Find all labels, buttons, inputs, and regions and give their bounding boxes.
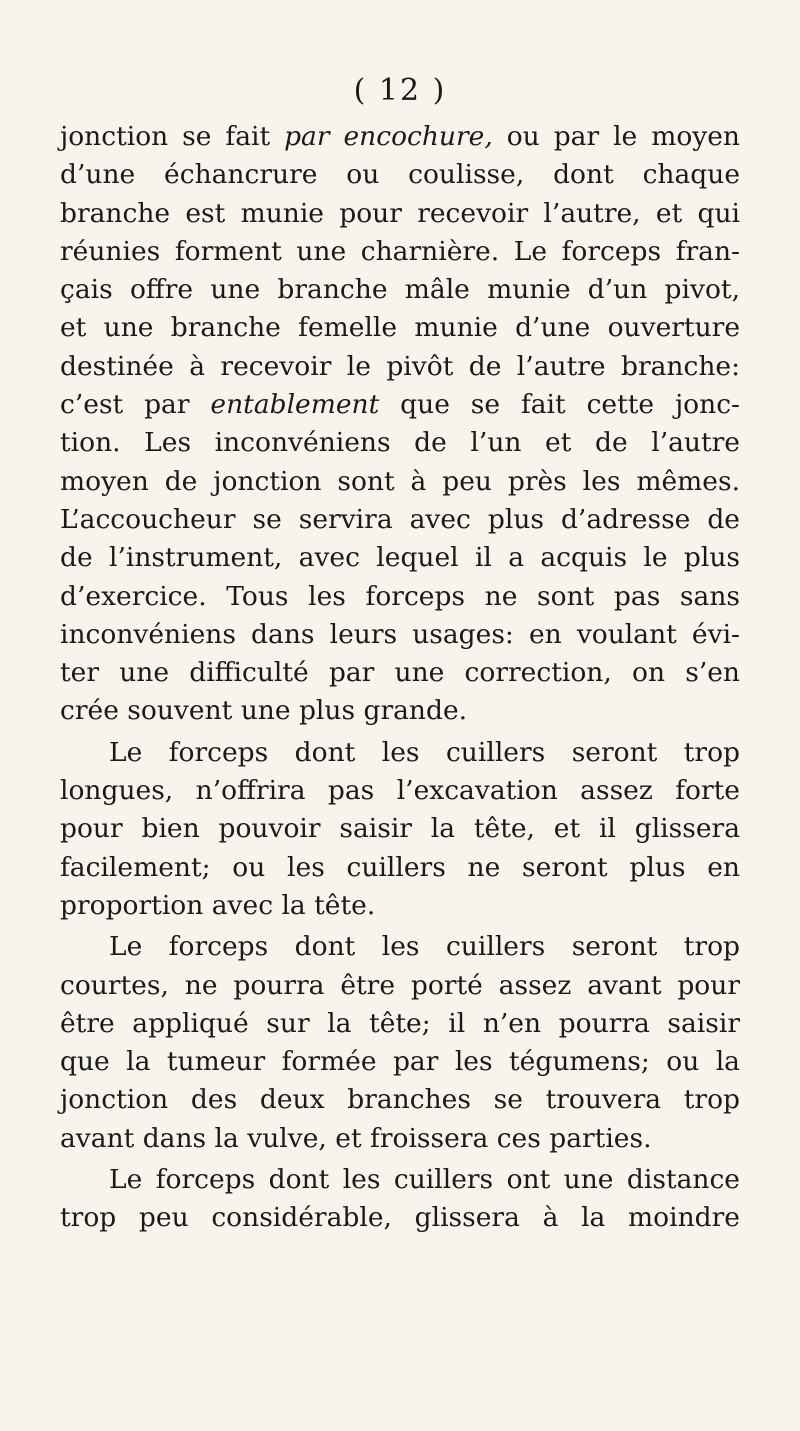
text-line: destinée à recevoir le pivôt de l’autre branche: (60, 350, 740, 382)
paragraph-start: Le forceps dont les cuillers seront trop (109, 736, 740, 768)
body-text (60, 118, 740, 1238)
page-number: ( 12 ) (353, 73, 447, 108)
text-line: et une branche femelle munie d’une ouverture (60, 312, 740, 344)
text-line: être appliqué sur la tête; il n’en pourra saisir (60, 1007, 740, 1039)
text-line: c’est par entablement que se fait cette jonc- (60, 389, 740, 421)
text-line: d’une échancrure ou coulisse, dont chaque (60, 159, 740, 191)
text-line: çais offre une branche mâle munie d’un pivot, (60, 274, 740, 306)
text-line: moyen de jonction sont à peu près les mêmes. (60, 465, 740, 497)
text-line: jonction se fait par encochure, ou par le moyen (60, 121, 740, 152)
text-line: inconvéniens dans leurs usages: en voulant évi- (60, 618, 740, 650)
text-line: avant dans la vulve, et froissera ces parties. (60, 1122, 652, 1154)
text-line: L’accoucheur se servira avec plus d’adresse de (60, 503, 740, 535)
paragraph-start: Le forceps dont les cuillers ont une distance (109, 1164, 740, 1196)
text-line: d’exercice. Tous les forceps ne sont pas sans (60, 580, 740, 612)
text-line: de l’instrument, avec lequel il a acquis le plus (60, 542, 740, 574)
italic-term: par encochure, (284, 121, 493, 152)
text-line: proportion avec la tête. (60, 889, 376, 921)
text-line: facilement; ou les cuillers ne seront plus en (60, 851, 740, 883)
text-line: tion. Les inconvéniens de l’un et de l’autre (60, 427, 740, 459)
text-line: que la tumeur formée par les tégumens; ou la (60, 1046, 740, 1078)
text-line: crée souvent une plus grande. (60, 695, 468, 727)
text-line: branche est munie pour recevoir l’autre, et qui (60, 197, 740, 229)
paragraph-start: Le forceps dont les cuillers seront trop (109, 931, 740, 963)
text-line: trop peu considérable, glissera à la moindre (60, 1202, 740, 1234)
text-line: pour bien pouvoir saisir la tête, et il glissera (60, 813, 740, 845)
text-line: réunies forment une charnière. Le forceps fran- (60, 235, 740, 267)
text-line: longues, n’offrira pas l’excavation assez forte (60, 775, 740, 807)
text-line: courtes, ne pourra être porté assez avant pour (60, 969, 740, 1001)
text-line: ter une difficulté par une correction, on s’en (60, 657, 740, 689)
text-line: jonction des deux branches se trouvera trop (60, 1084, 740, 1116)
italic-term: entablement (210, 389, 380, 421)
